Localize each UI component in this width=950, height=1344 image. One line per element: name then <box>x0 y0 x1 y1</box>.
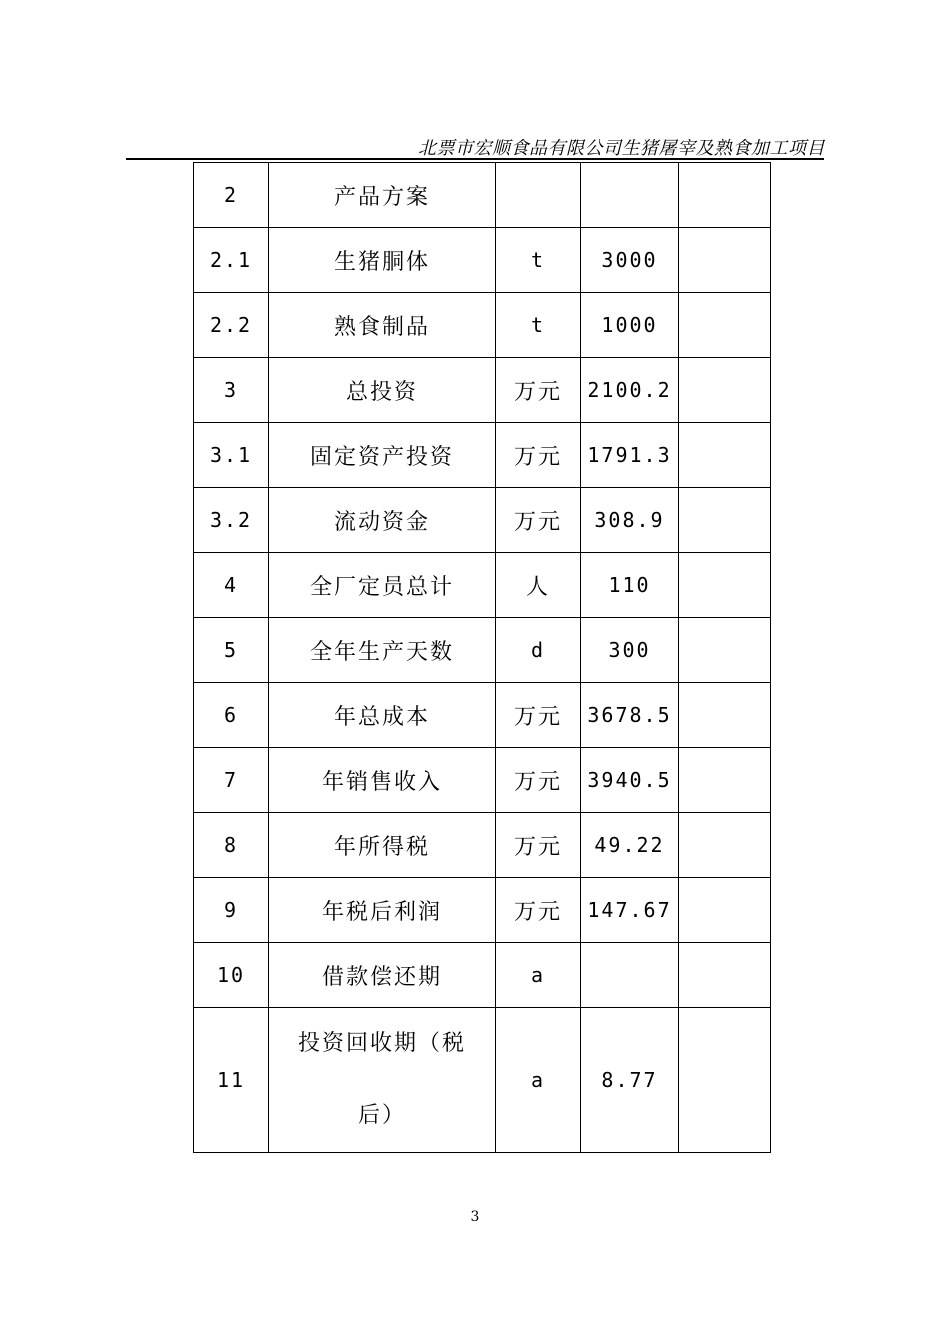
unit-cell: d <box>496 618 581 683</box>
value-cell: 49.22 <box>581 813 679 878</box>
unit-cell <box>496 163 581 228</box>
table-row <box>194 228 771 293</box>
row-number: 11 <box>194 1008 269 1153</box>
table-row <box>194 488 771 553</box>
item-name: 全厂定员总计 <box>269 553 496 618</box>
note-cell <box>679 1008 771 1153</box>
table-row <box>194 423 771 488</box>
table-row <box>194 293 771 358</box>
table-row <box>194 618 771 683</box>
row-number: 2.1 <box>194 228 269 293</box>
page-number: 3 <box>470 1209 480 1225</box>
value-cell: 1000 <box>581 293 679 358</box>
item-name: 年总成本 <box>269 683 496 748</box>
item-name-line-1: 投资回收期（税 <box>297 1031 466 1056</box>
value-cell: 3678.5 <box>581 683 679 748</box>
unit-cell: t <box>496 293 581 358</box>
note-cell <box>679 618 771 683</box>
item-name: 熟食制品 <box>269 293 496 358</box>
value-cell: 147.67 <box>581 878 679 943</box>
unit-cell: a <box>496 943 581 1008</box>
unit-cell: t <box>496 228 581 293</box>
value-cell: 3000 <box>581 228 679 293</box>
value-cell <box>581 943 679 1008</box>
document-header-title: 北票市宏顺食品有限公司生猪屠宰及熟食加工项目 <box>418 138 825 159</box>
row-number: 3 <box>194 358 269 423</box>
value-cell: 2100.2 <box>581 358 679 423</box>
header-divider <box>126 158 824 160</box>
unit-cell: 万元 <box>496 358 581 423</box>
item-name: 产品方案 <box>269 163 496 228</box>
note-cell <box>679 813 771 878</box>
note-cell <box>679 358 771 423</box>
unit-cell: a <box>496 1008 581 1153</box>
value-cell: 300 <box>581 618 679 683</box>
item-name: 总投资 <box>269 358 496 423</box>
unit-cell: 万元 <box>496 683 581 748</box>
row-number: 2.2 <box>194 293 269 358</box>
table-row <box>194 553 771 618</box>
unit-cell: 万元 <box>496 488 581 553</box>
item-name: 年税后利润 <box>269 878 496 943</box>
item-name: 生猪胴体 <box>269 228 496 293</box>
row-number: 3.2 <box>194 488 269 553</box>
row-number: 9 <box>194 878 269 943</box>
note-cell <box>679 943 771 1008</box>
note-cell <box>679 293 771 358</box>
unit-cell: 万元 <box>496 813 581 878</box>
row-number: 6 <box>194 683 269 748</box>
item-name: 流动资金 <box>269 488 496 553</box>
table-row <box>194 358 771 423</box>
unit-cell: 人 <box>496 553 581 618</box>
note-cell <box>679 748 771 813</box>
value-cell: 3940.5 <box>581 748 679 813</box>
item-name: 年所得税 <box>269 813 496 878</box>
note-cell <box>679 488 771 553</box>
value-cell: 1791.3 <box>581 423 679 488</box>
item-name <box>269 1008 496 1153</box>
item-name: 借款偿还期 <box>269 943 496 1008</box>
table-row <box>194 163 771 228</box>
item-name: 年销售收入 <box>269 748 496 813</box>
unit-cell: 万元 <box>496 423 581 488</box>
row-number: 10 <box>194 943 269 1008</box>
note-cell <box>679 878 771 943</box>
item-name-line-2: 后） <box>357 1103 406 1128</box>
note-cell <box>679 683 771 748</box>
table-row <box>194 813 771 878</box>
row-number: 7 <box>194 748 269 813</box>
row-number: 5 <box>194 618 269 683</box>
table-row <box>194 748 771 813</box>
value-cell: 110 <box>581 553 679 618</box>
row-number: 8 <box>194 813 269 878</box>
note-cell <box>679 163 771 228</box>
table-row <box>194 683 771 748</box>
note-cell <box>679 228 771 293</box>
row-number: 2 <box>194 163 269 228</box>
value-cell <box>581 163 679 228</box>
table-row <box>194 943 771 1008</box>
row-number: 3.1 <box>194 423 269 488</box>
unit-cell: 万元 <box>496 748 581 813</box>
item-name: 全年生产天数 <box>269 618 496 683</box>
table-row <box>194 878 771 943</box>
note-cell <box>679 553 771 618</box>
note-cell <box>679 423 771 488</box>
value-cell: 8.77 <box>581 1008 679 1153</box>
value-cell: 308.9 <box>581 488 679 553</box>
item-name: 固定资产投资 <box>269 423 496 488</box>
row-number: 4 <box>194 553 269 618</box>
table-row <box>194 1008 771 1153</box>
unit-cell: 万元 <box>496 878 581 943</box>
project-indicators-table <box>193 162 771 1153</box>
